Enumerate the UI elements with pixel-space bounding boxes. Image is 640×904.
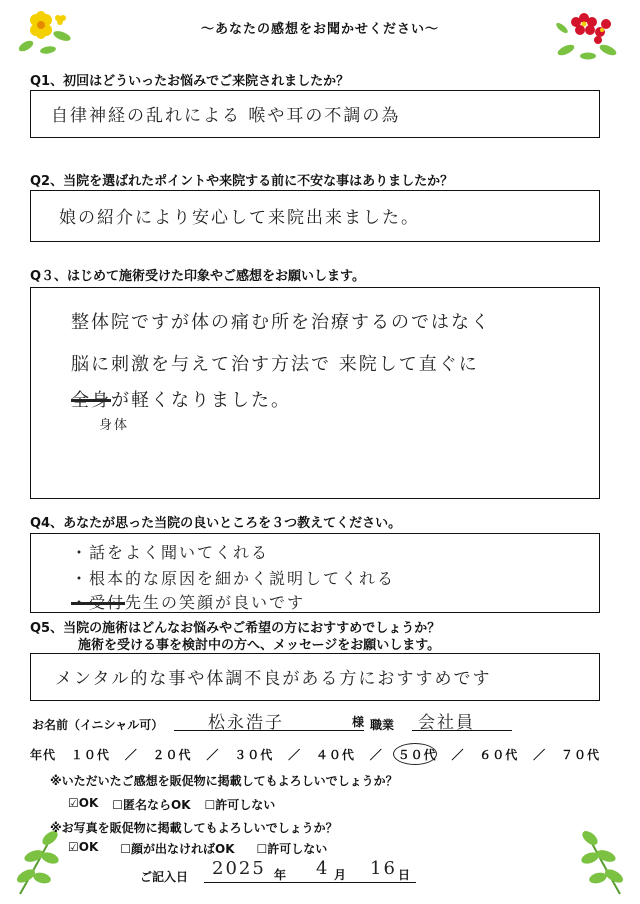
date-month-unit: 月 [334, 868, 347, 882]
date-field [204, 858, 416, 883]
decade-60: ６０代 [479, 748, 519, 762]
q5-question-line-2: 施術を受ける事を検討中の方へ、メッセージをお願いします。 [78, 638, 441, 653]
consent1-options [68, 796, 275, 813]
q3-answer-box [30, 287, 600, 499]
decade-separator: ／ [288, 748, 302, 762]
consent2-option-no-face[interactable]: ☐顔が出なければOK [120, 842, 235, 856]
leaf-sprig-icon [10, 826, 70, 896]
q2-answer-box [30, 190, 600, 242]
decade-separator: ／ [369, 748, 383, 762]
consent1-option-deny[interactable]: ☐許可しない [204, 798, 276, 812]
consent1-option-anonymous[interactable]: ☐匿名ならOK [112, 798, 191, 812]
q2-question: Q2、当院を選ばれたポイントや来院する前に不安な事はありましたか？ [30, 174, 454, 189]
decade-separator: ／ [206, 748, 220, 762]
q3-struck-word: 全身 [71, 390, 111, 411]
consent2-option-deny[interactable]: ☐許可しない [256, 842, 328, 856]
q3-answer-line-2: 脳に刺激を与えて治す方法で 来院して直ぐに [71, 354, 479, 375]
job-field [412, 708, 512, 731]
q1-question: Q1、初回はどういったお悩みでご来院されましたか？ [30, 74, 350, 89]
q5-question-line-1: Q5、当院の施術はどんなお悩みやご希望の方におすすめでしょうか？ [30, 621, 441, 636]
q5-answer: メンタル的な事や体調不良がある方におすすめです [55, 669, 492, 689]
date-year: 2025 [212, 858, 266, 879]
q2-answer: 娘の紹介により安心して来院出来ました。 [59, 208, 420, 228]
q3-correction: 身体 [99, 418, 130, 433]
q4-struck-word: ・受付 [71, 593, 126, 612]
q3-answer-line-1: 整体院ですが体の痛む所を治療するのではなく [71, 312, 491, 333]
q1-answer-box [30, 90, 600, 138]
name-field [174, 708, 364, 731]
consent1-option-ok[interactable]: ☑OK [68, 796, 99, 810]
q1-answer: 自律神経の乱れによる 喉や耳の不調の為 [51, 106, 401, 126]
job-label: 職業 [370, 718, 395, 732]
q4-item-1: ・話をよく聞いてくれる [71, 543, 270, 562]
date-month: 4 [316, 858, 330, 879]
consent2-question: ※お写真を販促物に掲載してもよろしいでしょうか？ [50, 821, 338, 835]
consent2-options [68, 840, 327, 857]
decade-40: ４０代 [315, 748, 355, 762]
page-title: 〜あなたの感想をお聞かせください〜 [200, 22, 439, 37]
decade-separator: ／ [533, 748, 547, 762]
q5-answer-box [30, 653, 600, 701]
q3-question: Q３、はじめて施術受けた印象やご感想をお願いします。 [30, 269, 366, 284]
date-day: 16 [370, 858, 397, 879]
q4-item-3: ・受付先生の笑顔が良いです [71, 593, 306, 612]
consent2-option-ok[interactable]: ☑OK [68, 840, 99, 854]
q3-answer-line-3: 全身が軽くなりました。 [71, 390, 291, 411]
consent1-question: ※いただいたご感想を販促物に掲載してもよろしいでしょうか？ [50, 774, 398, 788]
decade-separator: ／ [124, 748, 138, 762]
age-label: 年代 [30, 748, 57, 762]
date-label: ご記入日 [140, 870, 189, 884]
date-year-unit: 年 [274, 868, 287, 882]
leaf-sprig-icon [570, 826, 630, 896]
job-value: 会社員 [418, 713, 475, 733]
decade-50-selected: ５０代 [397, 748, 437, 762]
decade-20: ２０代 [152, 748, 192, 762]
name-label: お名前（イニシャル可） [32, 718, 164, 732]
decade-10: １０代 [70, 748, 110, 762]
q4-question: Q4、あなたが思った当院の良いところを３つ教えてください。 [30, 516, 402, 531]
date-day-unit: 日 [398, 868, 411, 882]
decade-70: ７０代 [560, 748, 600, 762]
name-value: 松永浩子 [208, 713, 284, 733]
q4-item-2: ・根本的な原因を細かく説明してくれる [71, 569, 396, 588]
decade-separator: ／ [451, 748, 465, 762]
decade-30: ３０代 [234, 748, 274, 762]
q4-answer-box [30, 533, 600, 613]
name-suffix: 様 [351, 715, 364, 729]
age-row [30, 746, 600, 763]
